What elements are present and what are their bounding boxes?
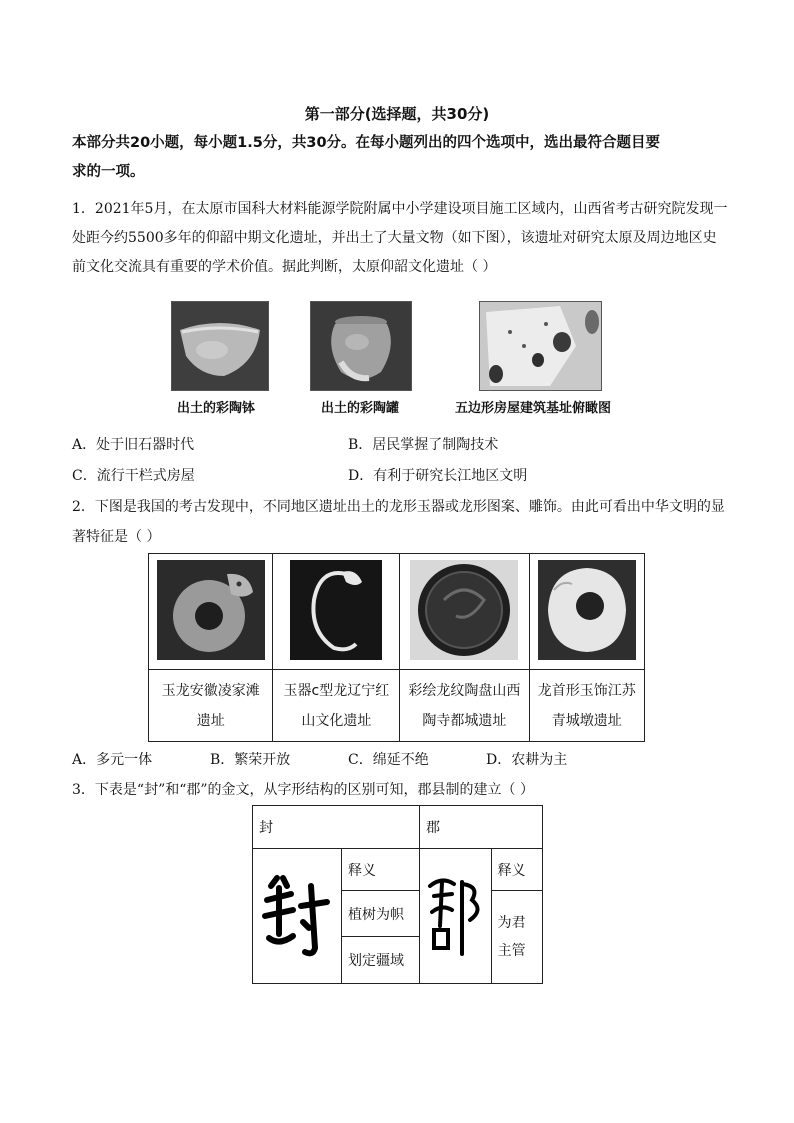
feng-meaning-2: 划定疆域 [341, 937, 419, 984]
q2-label-line-1: 龙首形玉饰江苏 [537, 682, 636, 699]
q2-option-b[interactable]: B．繁荣开放 [210, 752, 291, 768]
feng-shiyi-label: 释义 [341, 849, 419, 891]
q2-stem-line-1: 2．下图是我国的考古发现中，不同地区遗址出土的龙形玉器或龙形图案、雕饰。由此可看出中华文明的显 [72, 499, 725, 515]
q2-image-cell [273, 554, 400, 670]
dragon-head-jade-qingchengdun-photo [538, 560, 636, 660]
instructions-line-1: 本部分共20小题，每小题1.5分，共30分。在每小题列出的四个选项中，选出最符合题目要 [72, 135, 661, 151]
pentagonal-house-foundation-aerial-photo [479, 301, 602, 391]
jun-glyph-cell [420, 849, 492, 984]
q2-label-cell [400, 670, 529, 742]
q2-label-line-2: 陶寺都城遗址 [422, 712, 507, 729]
q1-caption-bowl: 出土的彩陶钵 [177, 401, 256, 416]
q2-artifact-table [148, 553, 645, 742]
painted-dragon-plate-taosi-photo [410, 560, 518, 660]
q2-image-cell [149, 554, 273, 670]
q1-option-b[interactable]: B．居民掌握了制陶技术 [348, 437, 499, 453]
q1-caption-foundation: 五边形房屋建筑基址俯瞰图 [455, 401, 612, 416]
q2-stem-line-2: 著特征是（ ） [72, 529, 161, 545]
q3-bronze-script-table [252, 805, 543, 984]
feng-header: 封 [253, 806, 420, 849]
q2-label-line-2: 山文化遗址 [301, 712, 372, 729]
feng-meaning-1: 植树为帜 [341, 891, 419, 937]
q1-caption-jar: 出土的彩陶罐 [321, 401, 400, 416]
q2-label-cell [273, 670, 400, 742]
q1-option-c[interactable]: C．流行干栏式房屋 [72, 468, 195, 484]
q2-label-line-2: 遗址 [196, 712, 225, 729]
c-shaped-jade-dragon-hongshan-photo [290, 560, 382, 660]
jun-bronze-glyph-image [420, 864, 490, 964]
q2-label-line-1: 玉器c型龙辽宁红 [283, 682, 390, 699]
jun-header: 郡 [420, 806, 543, 849]
q1-stem-line-1: 1．2021年5月，在太原市国科大材料能源学院附属中小学建设项目施工区域内，山西省考古研究院发现一 [72, 201, 728, 217]
instructions-line-2: 求的一项。 [72, 164, 145, 180]
q1-stem-line-2: 处距今约5500多年的仰韶中期文化遗址，并出土了大量文物（如下图），该遗址对研究太原及周边地区史 [72, 230, 717, 246]
painted-pottery-jar-photo [310, 301, 412, 391]
jun-shiyi-label: 释义 [491, 849, 542, 891]
q2-option-a[interactable]: A．多元一体 [72, 752, 153, 768]
q2-label-cell [529, 670, 644, 742]
feng-glyph-cell [253, 849, 342, 984]
q2-label-line-2: 青城墩遗址 [551, 712, 622, 729]
q2-image-cell [529, 554, 644, 670]
q1-stem-line-3: 前文化交流具有重要的学术价值。据此判断，太原仰韶文化遗址（ ） [72, 259, 497, 275]
q2-option-d[interactable]: D．农耕为主 [486, 752, 568, 768]
jun-meaning-cell [491, 891, 542, 984]
q2-label-cell [149, 670, 273, 742]
q2-image-cell [400, 554, 529, 670]
jun-meaning-line-1: 为君 [497, 915, 526, 931]
q3-stem: 3．下表是“封”和“郡”的金文，从字形结构的区别可知，郡县制的建立（ ） [72, 782, 534, 798]
q2-label-line-1: 彩绘龙纹陶盘山西 [408, 682, 521, 699]
q2-option-c[interactable]: C．绵延不绝 [348, 752, 429, 768]
part-heading: 第一部分(选择题，共30分) [304, 105, 490, 123]
q1-option-d[interactable]: D．有利于研究长江地区文明 [348, 468, 528, 484]
q1-option-a[interactable]: A．处于旧石器时代 [72, 437, 195, 453]
jade-dragon-lingjiatan-photo [157, 560, 265, 660]
painted-pottery-bowl-photo [171, 301, 269, 391]
feng-bronze-glyph-image [257, 864, 337, 964]
q2-label-line-1: 玉龙安徽凌家滩 [161, 682, 260, 699]
jun-meaning-line-2: 主管 [497, 943, 526, 959]
